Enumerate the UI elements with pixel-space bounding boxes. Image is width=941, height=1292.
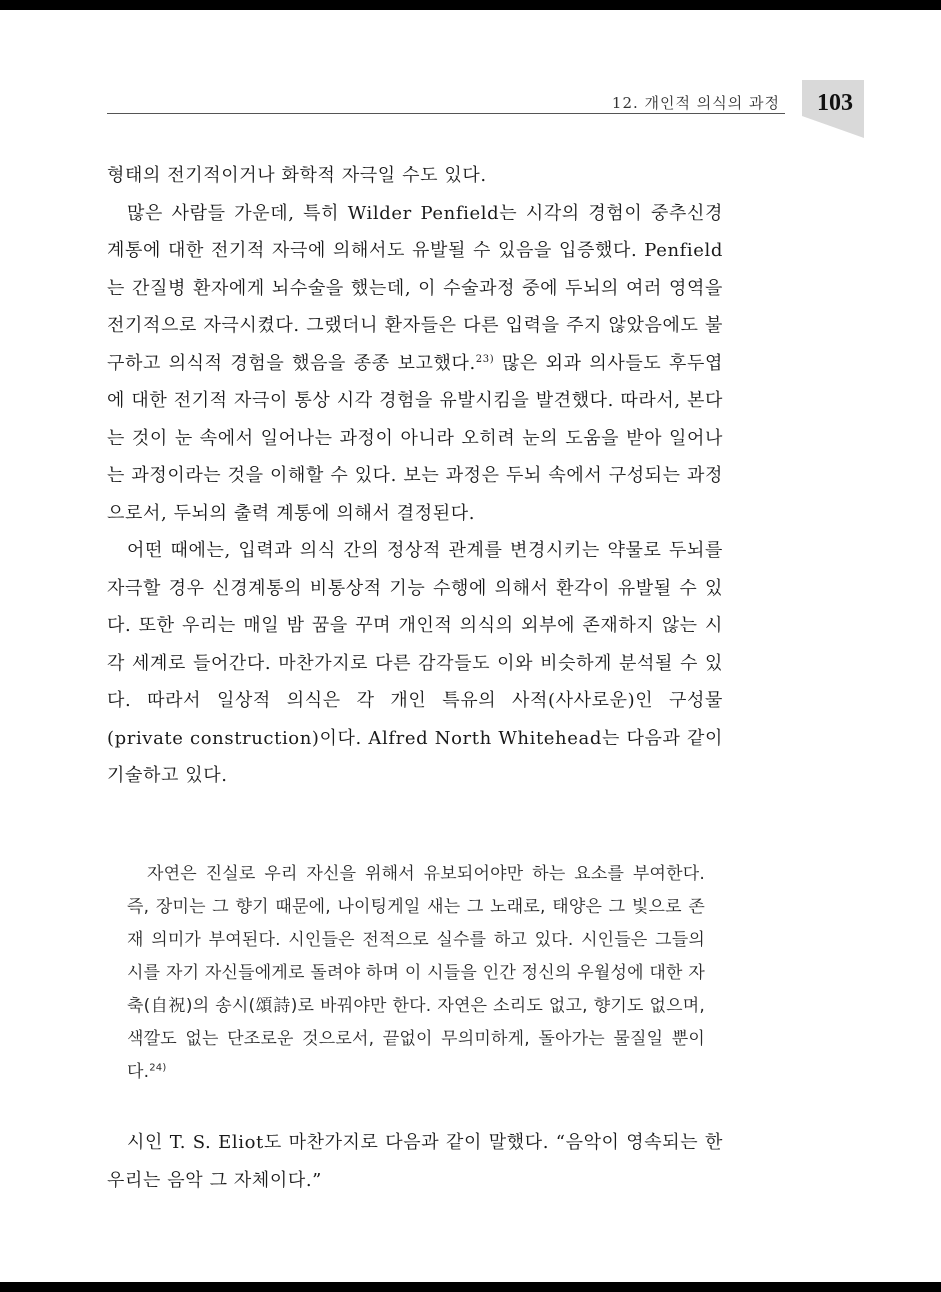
header-rule	[107, 113, 785, 114]
closing-paragraph: 시인 T. S. Eliot도 마찬가지로 다음과 같이 말했다. “음악이 영속되는 한 우리는 음악 그 자체이다.”	[107, 1132, 723, 1191]
page-number: 103	[817, 90, 853, 116]
body-text	[107, 157, 723, 795]
footnote-24-marker: 24)	[149, 1062, 167, 1074]
footnote-23-marker: 23)	[475, 353, 495, 365]
paragraph-2	[107, 195, 723, 533]
block-quote	[127, 858, 705, 1089]
paragraph-2-text: 많은 사람들 가운데, 특히 Wilder Penfield는 시각의 경험이 중추신경 계통에 대한 전기적 자극에 의해서도 유발될 수 있음을 입증했다. Penfield는 간질병 환자에게 뇌수술을 했는데, 이 수술과정 중에 두뇌의 여러 영역을 전기적으로 자극시켰다. 그랬더니 환자들은 다른 입력을 주지 않았음에도 불구하고 의식적 경험을 했음을 종종 보고했다.	[107, 202, 723, 374]
quote-text: 자연은 진실로 우리 자신을 위해서 유보되어야만 하는 요소를 부여한다. 즉, 장미는 그 향기 때문에, 나이팅게일 새는 그 노래로, 태양은 그 빛으로 존재 의미가 부여된다. 시인들은 전적으로 실수를 하고 있다. 시인들은 그들의 시를 자기 자신들에게로 돌려야 하며 이 시들을 인간 정신의 우월성에 대한 자축(自祝)의 송시(頌詩)로 바꿔야만 한다. 자연은 소리도 없고, 향기도 없으며, 색깔도 없는 단조로운 것으로서, 끝없이 무의미하게, 돌아가는 물질일 뿐이다.	[127, 864, 705, 1082]
paragraph-3: 어떤 때에는, 입력과 의식 간의 정상적 관계를 변경시키는 약물로 두뇌를 자극할 경우 신경계통의 비통상적 기능 수행에 의해서 환각이 유발될 수 있다. 또한 우리는 매일 밤 꿈을 꾸며 개인적 의식의 외부에 존재하지 않는 시각 세계로 들어간다. 마찬가지로 다른 감각들도 이와 비슷하게 분석될 수 있다. 따라서 일상적 의식은 각 개인 특유의 사적(사사로운)인 구성물(private construction)이다. Alfred North Whitehead는 다음과 같이 기술하고 있다.	[107, 540, 723, 786]
paragraph-1: 형태의 전기적이거나 화학적 자극일 수도 있다.	[107, 165, 487, 186]
quote-paragraph	[127, 858, 705, 1089]
running-head: 12. 개인적 의식의 과정	[611, 94, 780, 112]
closing-text	[107, 1124, 723, 1199]
paragraph-2-rest: 많은 외과 의사들도 후두엽에 대한 전기적 자극이 통상 시각 경험을 유발시킴을 발견했다. 따라서, 본다는 것이 눈 속에서 일어나는 과정이 아니라 오히려 눈의 도움을 받아 일어나는 과정이라는 것을 이해할 수 있다. 보는 과정은 두뇌 속에서 구성되는 과정으로서, 두뇌의 출력 계통에 의해서 결정된다.	[107, 352, 723, 524]
bottom-border-bar	[0, 1282, 941, 1292]
top-border-bar	[0, 0, 941, 10]
